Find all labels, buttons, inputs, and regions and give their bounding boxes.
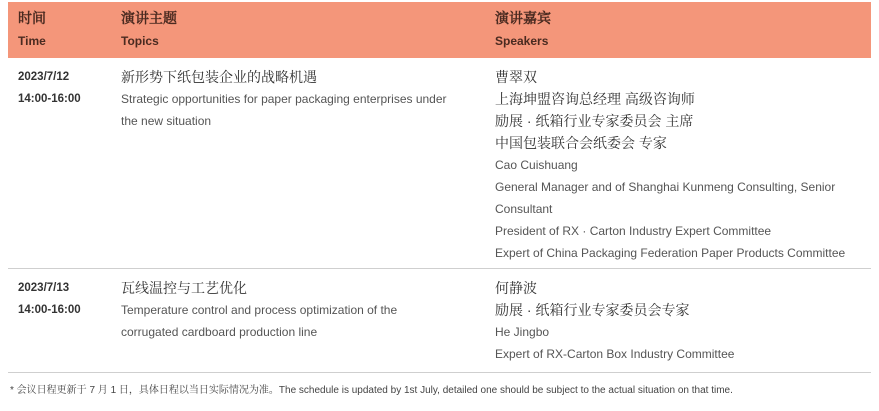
- row-2-topic-cn: 瓦线温控与工艺优化: [121, 280, 247, 296]
- header-speakers-cn: 演讲嘉宾: [495, 10, 551, 26]
- header-topics: [121, 9, 177, 49]
- row-1-speaker-line: Consultant: [495, 202, 553, 216]
- footnote: * 会议日程更新于 7 月 1 日，具体日程以当日实际情况为准。The schedule is updated by 1st July, detailed one should be subject to the actual situation on that time.: [10, 385, 733, 396]
- header-time-cn: 时间: [18, 10, 46, 26]
- row-1-time: 14:00-16:00: [18, 93, 81, 105]
- header-speakers: [495, 9, 551, 49]
- row-1-speaker-line: 上海坤盟咨询总经理 高级咨询师: [495, 91, 695, 107]
- row-2-topic: [121, 277, 451, 343]
- row-1-topic-cn: 新形势下纸包装企业的战略机遇: [121, 69, 317, 85]
- row-2-date: 2023/7/13: [18, 282, 70, 294]
- header-topics-cn: 演讲主题: [121, 10, 177, 26]
- row-1-speaker: [495, 66, 845, 264]
- row-1-speaker-line: President of RX · Carton Industry Expert Committee: [495, 224, 772, 238]
- table-bottom-rule: [8, 372, 871, 373]
- row-1-speaker-line: Cao Cuishuang: [495, 158, 578, 172]
- row-2-speaker: [495, 277, 734, 365]
- row-2-speaker-line: 励展 · 纸箱行业专家委员会专家: [495, 302, 690, 318]
- header-time: [18, 9, 46, 49]
- row-2-time: 14:00-16:00: [18, 304, 81, 316]
- row-1-speaker-line: 中国包装联合会纸委会 专家: [495, 135, 667, 151]
- row-1-date: 2023/7/12: [18, 71, 70, 83]
- row-2-topic-en: Temperature control and process optimization of the corrugated cardboard production line: [121, 303, 398, 339]
- row-1-topic-en: Strategic opportunities for paper packaging enterprises under the new situation: [121, 92, 447, 128]
- row-2-speaker-line: He Jingbo: [495, 325, 550, 339]
- header-topics-en: Topics: [121, 34, 159, 48]
- header-speakers-en: Speakers: [495, 34, 549, 48]
- row-1-datetime: [18, 66, 81, 110]
- row-1-speaker-line: Expert of China Packaging Federation Paper Products Committee: [495, 246, 846, 260]
- row-2-speaker-line: Expert of RX-Carton Box Industry Committee: [495, 347, 735, 361]
- row-divider: [8, 268, 871, 269]
- row-2-speaker-line: 何静波: [495, 280, 537, 296]
- row-1-speaker-line: 曹翠双: [495, 69, 537, 85]
- header-time-en: Time: [18, 34, 46, 48]
- row-1-speaker-line: 励展 · 纸箱行业专家委员会 主席: [495, 113, 694, 129]
- row-1-speaker-line: General Manager and of Shanghai Kunmeng Consulting, Senior: [495, 180, 836, 194]
- row-1-topic: [121, 66, 451, 132]
- row-2-datetime: [18, 277, 81, 321]
